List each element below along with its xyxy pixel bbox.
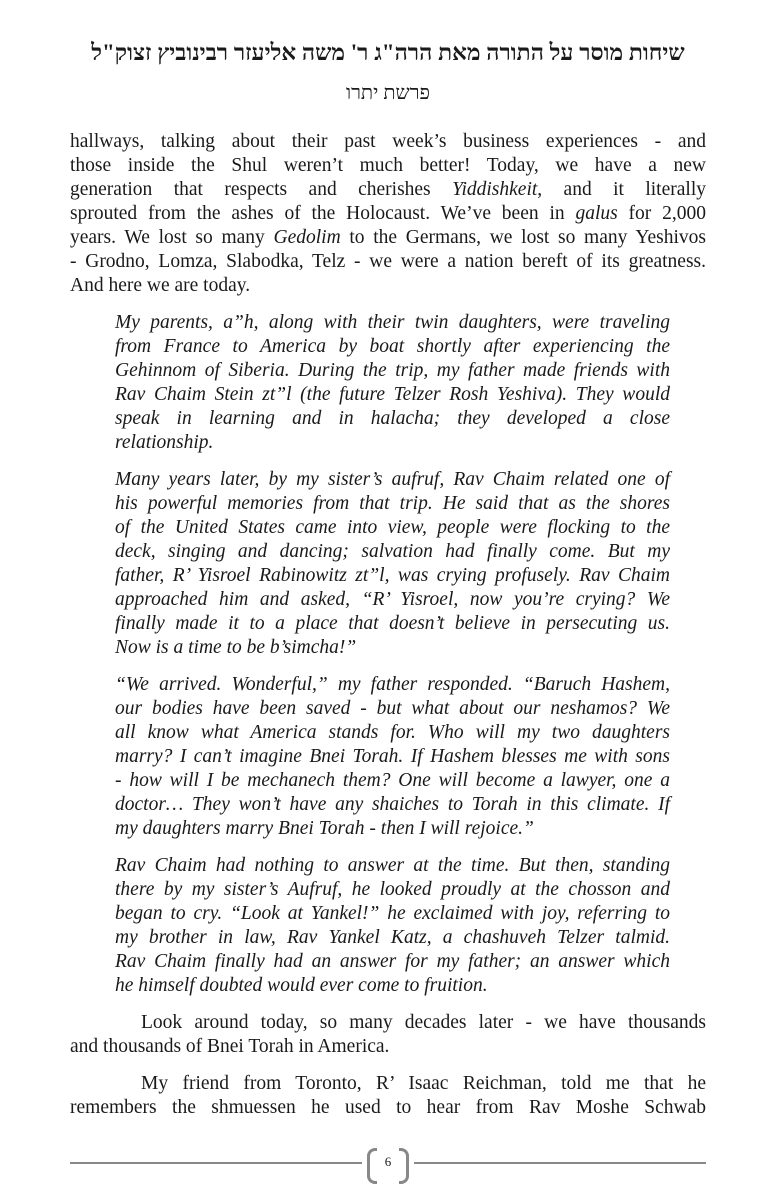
text-line: approached him and asked, “R’ Yisroel, now you’re crying? We — [115, 589, 670, 610]
text-line: my brother in law, Rav Yankel Katz, a chashuveh Telzer talmid. — [115, 927, 670, 948]
text-line: his powerful memories from that trip. He said that as the shores — [115, 493, 670, 514]
paragraph — [70, 1072, 706, 1120]
text-line: from France to America by boat shortly after experiencing the — [115, 336, 670, 357]
text-line: deck, singing and dancing; salvation had finally come. But my — [115, 541, 670, 562]
footer-rule-right — [414, 1162, 706, 1164]
text-line: Look around today, so many decades later - we have thousands — [141, 1012, 706, 1033]
text-line: father, R’ Yisroel Rabinowitz zt”l, was crying profusely. Rav Chaim — [115, 565, 670, 586]
text-line: Now is a time to be b’simcha!” — [115, 637, 357, 658]
text-line: Gehinnom of Siberia. During the trip, my father made friends with — [115, 360, 670, 381]
text-line: - how will I be mechanech them? One will become a lawyer, one a — [115, 770, 670, 791]
text-line: all know what America stands for. Who will my two daughters — [115, 722, 670, 743]
text-line: Rav Chaim finally had an answer for my father; an answer which — [115, 951, 670, 972]
page-number: 6 — [384, 1154, 392, 1169]
text-line: Many years later, by my sister’s aufruf, Rav Chaim related one of — [115, 469, 670, 490]
text-line: My friend from Toronto, R’ Isaac Reichman, told me that he — [141, 1073, 706, 1094]
text-line: he himself doubted would ever come to fruition. — [115, 975, 488, 996]
text-line: And here we are today. — [70, 275, 251, 296]
page-header-title: שיחות מוסר על התורה מאת הרה"ג ר' משה אליעזר רבינוביץ זצוק"ל — [91, 40, 685, 65]
paragraph — [70, 1011, 706, 1059]
text-line: of the United States came into view, people were flocking to the — [115, 517, 670, 538]
text-line: began to cry. “Look at Yankel!” he exclaimed with joy, referring to — [115, 903, 670, 924]
text-line: hallways, talking about their past week’s business experiences - and — [70, 131, 706, 152]
text-line: there by my sister’s Aufruf, he looked proudly at the chosson and — [115, 879, 670, 900]
text-line: remembers the shmuessen he used to hear from Rav Moshe Schwab — [70, 1097, 706, 1118]
page-footer — [70, 1146, 706, 1182]
text-line: our bodies have been saved - but what about our neshamos? We — [115, 698, 670, 719]
text-line: years. We lost so many Gedolim to the Germans, we lost so many Yeshivos — [70, 227, 706, 248]
quote-paragraph — [115, 673, 670, 841]
text-line: “We arrived. Wonderful,” my father responded. “Baruch Hashem, — [115, 674, 670, 695]
page-header-subtitle: פרשת יתרו — [345, 82, 431, 104]
text-line: Rav Chaim had nothing to answer at the time. But then, standing — [115, 855, 670, 876]
text-line: My parents, a”h, along with their twin daughters, were traveling — [115, 312, 670, 333]
text-line: generation that respects and cherishes Yiddishkeit, and it literally — [70, 179, 706, 200]
quote-paragraph — [115, 311, 670, 455]
text-line: those inside the Shul weren’t much better! Today, we have a new — [70, 155, 706, 176]
text-line: relationship. — [115, 432, 214, 453]
text-line: speak in learning and in halacha; they developed a close — [115, 408, 670, 429]
text-line: my daughters marry Bnei Torah - then I will rejoice.” — [115, 818, 534, 839]
paragraph — [70, 130, 706, 298]
text-line: marry? I can’t imagine Bnei Torah. If Hashem blesses me with sons — [115, 746, 670, 767]
footer-rule-left — [70, 1162, 362, 1164]
quote-paragraph — [115, 468, 670, 660]
text-line: Rav Chaim Stein zt”l (the future Telzer Rosh Yeshiva). They would — [115, 384, 670, 405]
text-line: finally made it to a place that doesn’t believe in persecuting us. — [115, 613, 670, 634]
text-line: sprouted from the ashes of the Holocaust. We’ve been in galus for 2,000 — [70, 203, 706, 224]
text-line: doctor… They won’t have any shaiches to Torah in this climate. If — [115, 794, 670, 815]
quote-paragraph — [115, 854, 670, 998]
page-body — [70, 130, 706, 1133]
text-line: - Grodno, Lomza, Slabodka, Telz - we were a nation bereft of its greatness. — [70, 251, 706, 272]
page-number-bracket — [367, 1146, 409, 1182]
text-line: and thousands of Bnei Torah in America. — [70, 1036, 390, 1057]
